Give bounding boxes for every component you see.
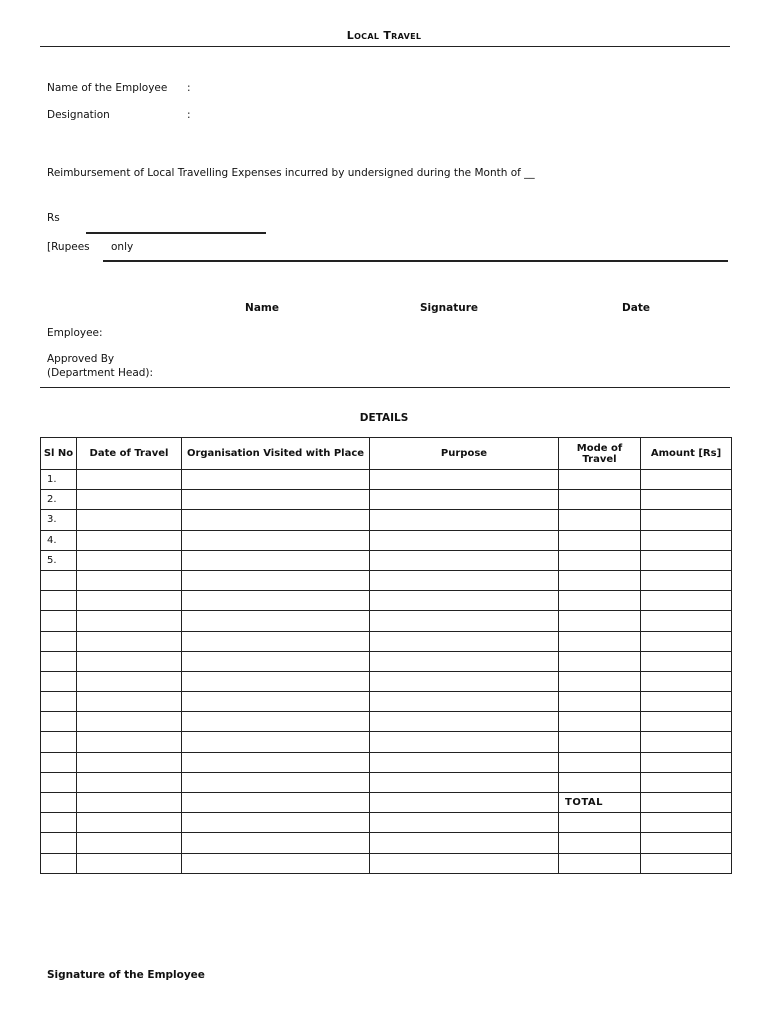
cell-amount[interactable] <box>641 631 732 651</box>
cell-purpose[interactable] <box>370 631 559 651</box>
cell-org[interactable] <box>182 470 370 490</box>
sig-header-signature: Signature <box>419 302 479 314</box>
rs-amount-line[interactable] <box>86 232 266 234</box>
table-row <box>41 510 732 530</box>
cell-sl: 2. <box>41 490 77 510</box>
cell-purpose[interactable] <box>370 510 559 530</box>
cell-sl: 5. <box>41 550 77 570</box>
cell-sl <box>41 833 77 853</box>
cell-amount[interactable] <box>641 490 732 510</box>
cell-mode[interactable] <box>559 490 641 510</box>
cell-date[interactable] <box>77 510 182 530</box>
cell-date[interactable] <box>77 772 182 792</box>
col-header-date-of-travel: Date of Travel <box>77 438 182 470</box>
cell-date[interactable] <box>77 550 182 570</box>
cell-sl: 4. <box>41 530 77 550</box>
cell-mode[interactable] <box>559 510 641 530</box>
table-header-row <box>41 438 732 470</box>
cell-org[interactable] <box>182 833 370 853</box>
cell-mode[interactable] <box>559 470 641 490</box>
cell-amount[interactable] <box>641 793 732 813</box>
cell-amount[interactable] <box>641 550 732 570</box>
cell-purpose[interactable] <box>370 611 559 631</box>
table-row <box>41 490 732 510</box>
cell-purpose[interactable] <box>370 712 559 732</box>
cell-mode[interactable] <box>559 570 641 590</box>
cell-purpose[interactable] <box>370 490 559 510</box>
cell-mode[interactable] <box>559 550 641 570</box>
cell-org[interactable] <box>182 712 370 732</box>
cell-amount[interactable] <box>641 752 732 772</box>
cell-sl: 3. <box>41 510 77 530</box>
cell-date[interactable] <box>77 692 182 712</box>
cell-purpose[interactable] <box>370 752 559 772</box>
cell-org[interactable] <box>182 651 370 671</box>
employee-name-label: Name of the Employee <box>47 82 168 94</box>
table-row <box>41 591 732 611</box>
cell-amount[interactable] <box>641 772 732 792</box>
cell-amount[interactable] <box>641 671 732 691</box>
cell-org[interactable] <box>182 591 370 611</box>
col-header-purpose: Purpose <box>370 438 559 470</box>
sig-header-name: Name <box>245 302 279 314</box>
table-row <box>41 752 732 772</box>
cell-purpose[interactable] <box>370 793 559 813</box>
table-row <box>41 853 732 873</box>
cell-date[interactable] <box>77 793 182 813</box>
cell-amount[interactable] <box>641 712 732 732</box>
cell-mode[interactable] <box>559 530 641 550</box>
cell-amount[interactable] <box>641 530 732 550</box>
cell-date[interactable] <box>77 671 182 691</box>
employee-label: Employee: <box>47 327 103 339</box>
cell-amount[interactable] <box>641 853 732 873</box>
cell-sl <box>41 853 77 873</box>
cell-org[interactable] <box>182 793 370 813</box>
cell-org[interactable] <box>182 772 370 792</box>
table-row <box>41 671 732 691</box>
cell-amount[interactable] <box>641 591 732 611</box>
cell-purpose[interactable] <box>370 671 559 691</box>
cell-org[interactable] <box>182 853 370 873</box>
cell-sl <box>41 570 77 590</box>
cell-org[interactable] <box>182 570 370 590</box>
cell-date[interactable] <box>77 591 182 611</box>
cell-amount[interactable] <box>641 611 732 631</box>
cell-mode[interactable] <box>559 631 641 651</box>
cell-mode[interactable] <box>559 732 641 752</box>
approved-by-label: Approved By <box>47 353 115 365</box>
cell-mode: TOTAL <box>559 793 641 813</box>
cell-sl <box>41 651 77 671</box>
cell-mode[interactable] <box>559 853 641 873</box>
cell-amount[interactable] <box>641 470 732 490</box>
cell-purpose[interactable] <box>370 530 559 550</box>
cell-org[interactable] <box>182 671 370 691</box>
cell-purpose[interactable] <box>370 833 559 853</box>
table-row <box>41 833 732 853</box>
cell-org[interactable] <box>182 732 370 752</box>
cell-date[interactable] <box>77 570 182 590</box>
table-row <box>41 692 732 712</box>
cell-sl <box>41 611 77 631</box>
cell-sl <box>41 772 77 792</box>
cell-sl <box>41 671 77 691</box>
cell-mode[interactable] <box>559 651 641 671</box>
rupees-words-line[interactable] <box>103 260 728 262</box>
cell-date[interactable] <box>77 813 182 833</box>
cell-date[interactable] <box>77 631 182 651</box>
cell-date[interactable] <box>77 712 182 732</box>
cell-purpose[interactable] <box>370 651 559 671</box>
cell-date[interactable] <box>77 752 182 772</box>
cell-sl <box>41 732 77 752</box>
cell-amount[interactable] <box>641 651 732 671</box>
cell-mode[interactable] <box>559 833 641 853</box>
rs-label: Rs <box>47 212 60 224</box>
cell-amount[interactable] <box>641 692 732 712</box>
cell-sl <box>41 813 77 833</box>
cell-amount[interactable] <box>641 510 732 530</box>
cell-sl <box>41 793 77 813</box>
table-row <box>41 611 732 631</box>
cell-org[interactable] <box>182 530 370 550</box>
cell-purpose[interactable] <box>370 853 559 873</box>
cell-amount[interactable] <box>641 732 732 752</box>
cell-date[interactable] <box>77 490 182 510</box>
cell-date[interactable] <box>77 833 182 853</box>
cell-date[interactable] <box>77 530 182 550</box>
cell-mode[interactable] <box>559 712 641 732</box>
cell-org[interactable] <box>182 752 370 772</box>
col-header-amount: Amount [Rs] <box>641 438 732 470</box>
cell-purpose[interactable] <box>370 732 559 752</box>
cell-purpose[interactable] <box>370 692 559 712</box>
cell-sl <box>41 752 77 772</box>
cell-sl <box>41 591 77 611</box>
travel-details-table <box>40 437 732 874</box>
table-row <box>41 793 732 813</box>
page-title: Local Travel <box>346 29 422 42</box>
designation-label: Designation <box>47 109 110 121</box>
col-header-mode: Mode of Travel <box>559 438 641 470</box>
cell-sl <box>41 692 77 712</box>
only-label: only <box>111 241 134 253</box>
cell-sl <box>41 631 77 651</box>
cell-sl <box>41 712 77 732</box>
details-heading: DETAILS <box>359 412 409 424</box>
table-row <box>41 570 732 590</box>
cell-amount[interactable] <box>641 570 732 590</box>
table-row <box>41 470 732 490</box>
cell-amount[interactable] <box>641 833 732 853</box>
employee-name-colon: : <box>187 82 191 94</box>
section-divider <box>40 387 730 388</box>
cell-mode[interactable] <box>559 671 641 691</box>
cell-mode[interactable] <box>559 772 641 792</box>
cell-org[interactable] <box>182 692 370 712</box>
cell-mode[interactable] <box>559 813 641 833</box>
cell-sl: 1. <box>41 470 77 490</box>
cell-org[interactable] <box>182 611 370 631</box>
reimbursement-text: Reimbursement of Local Travelling Expenses incurred by undersigned during the Month of __ <box>47 167 535 179</box>
rupees-label: [Rupees <box>47 241 90 253</box>
table-row <box>41 712 732 732</box>
cell-mode[interactable] <box>559 692 641 712</box>
table-row <box>41 732 732 752</box>
sig-header-date: Date <box>622 302 650 314</box>
col-header-sl-no: Sl No <box>41 438 77 470</box>
cell-mode[interactable] <box>559 752 641 772</box>
table-row <box>41 651 732 671</box>
title-divider <box>40 46 730 47</box>
cell-date[interactable] <box>77 470 182 490</box>
cell-mode[interactable] <box>559 611 641 631</box>
col-header-organisation: Organisation Visited with Place <box>182 438 370 470</box>
table-row <box>41 772 732 792</box>
cell-purpose[interactable] <box>370 570 559 590</box>
cell-date[interactable] <box>77 853 182 873</box>
cell-org[interactable] <box>182 510 370 530</box>
cell-mode[interactable] <box>559 591 641 611</box>
table-row <box>41 631 732 651</box>
designation-colon: : <box>187 109 191 121</box>
cell-date[interactable] <box>77 611 182 631</box>
cell-org[interactable] <box>182 813 370 833</box>
cell-org[interactable] <box>182 550 370 570</box>
cell-purpose[interactable] <box>370 813 559 833</box>
department-head-label: (Department Head): <box>47 367 154 379</box>
cell-org[interactable] <box>182 490 370 510</box>
cell-purpose[interactable] <box>370 591 559 611</box>
cell-amount[interactable] <box>641 813 732 833</box>
table-row <box>41 550 732 570</box>
cell-purpose[interactable] <box>370 550 559 570</box>
table-row <box>41 813 732 833</box>
table-row <box>41 530 732 550</box>
cell-purpose[interactable] <box>370 470 559 490</box>
cell-purpose[interactable] <box>370 772 559 792</box>
employee-signature-label: Signature of the Employee <box>47 969 205 981</box>
cell-org[interactable] <box>182 631 370 651</box>
cell-date[interactable] <box>77 732 182 752</box>
cell-date[interactable] <box>77 651 182 671</box>
